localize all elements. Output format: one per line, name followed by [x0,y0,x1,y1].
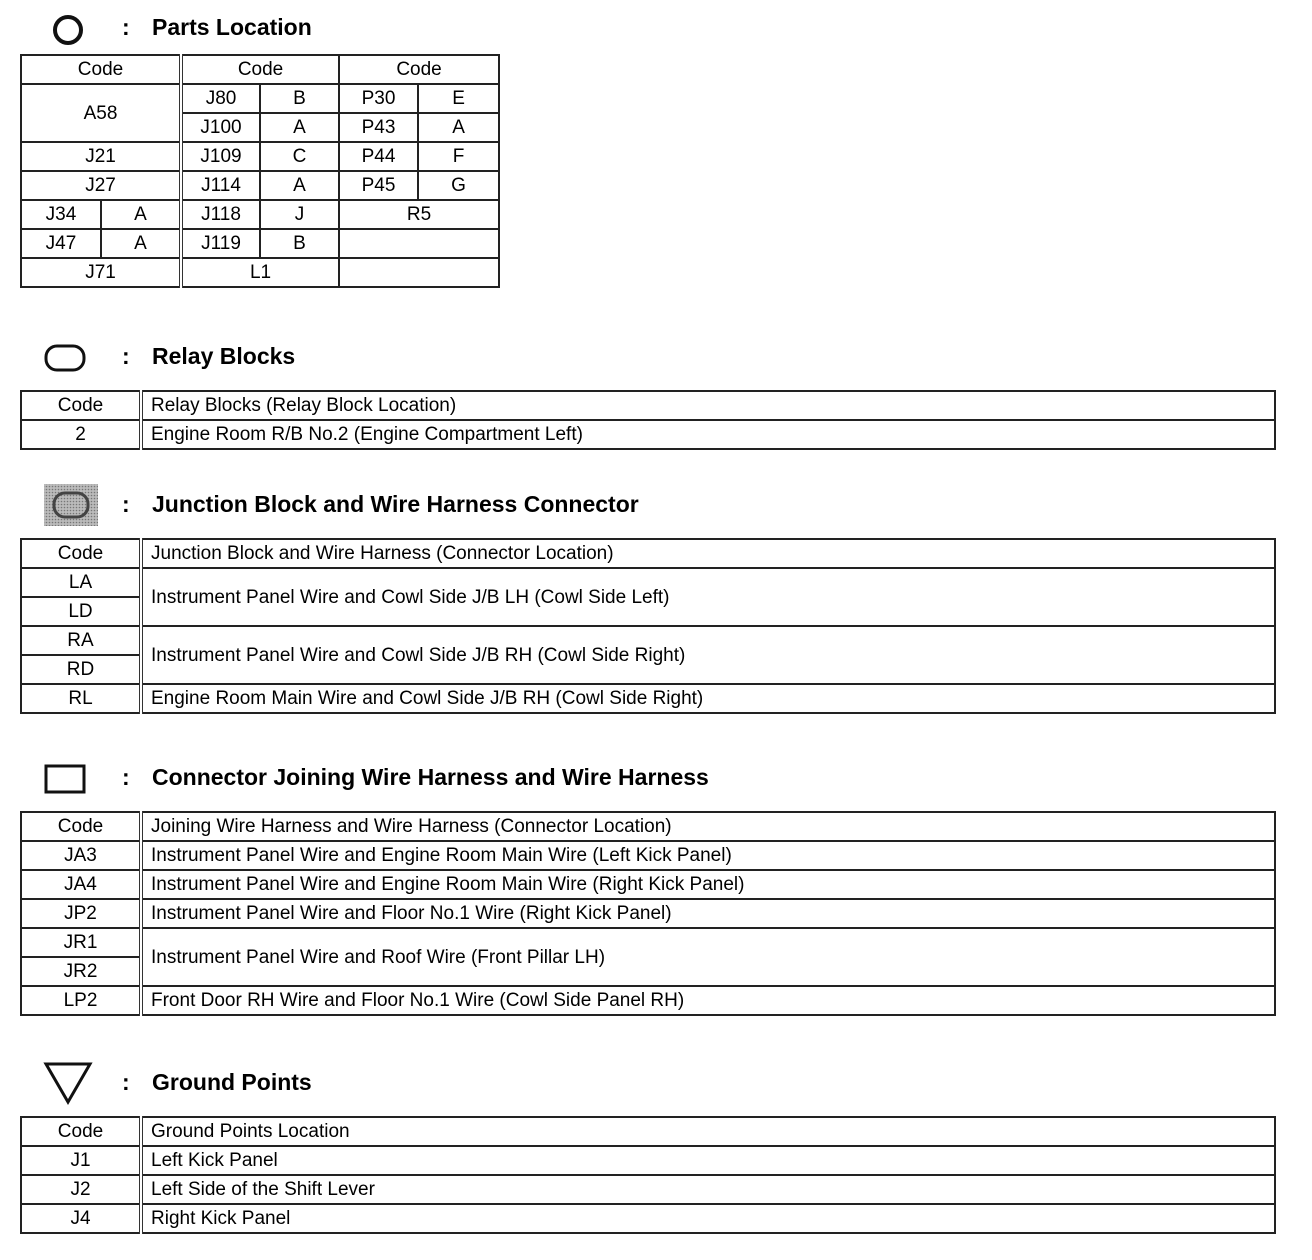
code-cell: LP2 [21,986,141,1015]
relay-blocks-title: Relay Blocks [152,343,296,369]
ground-colon: : [122,1069,130,1095]
relay-blocks-table [20,390,1276,450]
location-cell: Right Kick Panel [141,1204,1275,1233]
ground-points-title: Ground Points [152,1069,312,1095]
code-cell: RD [21,655,141,684]
table-row [21,841,1275,870]
location-cell: F [418,142,499,171]
table-row [21,420,1275,449]
location-cell: A [101,200,181,229]
location-cell: A [418,113,499,142]
location-cell: J [260,200,339,229]
connector-colon: : [122,764,130,790]
header-location: Relay Blocks (Relay Block Location) [141,391,1275,420]
junction-block-title: Junction Block and Wire Harness Connector [152,491,639,517]
table-row [21,55,499,84]
location-cell: Front Door RH Wire and Floor No.1 Wire (Cowl Side Panel RH) [141,986,1275,1015]
code-cell: J34 [21,200,101,229]
code-cell: L1 [181,258,339,287]
location-cell: Engine Room Main Wire and Cowl Side J/B RH (Cowl Side Right) [141,684,1275,713]
table-row [21,391,1275,420]
table-row [21,626,1275,655]
shaded-rounded-rect-symbol-icon [42,482,100,528]
code-cell: JP2 [21,899,141,928]
table-row [21,258,499,287]
connector-joining-title: Connector Joining Wire Harness and Wire Harness [152,764,709,790]
circle-symbol-icon [50,12,86,48]
code-cell: J27 [21,171,181,200]
junction-block-table [20,538,1276,714]
table-row [21,870,1275,899]
header-code: Code [21,812,141,841]
code-cell: J2 [21,1175,141,1204]
header-location: Junction Block and Wire Harness (Connector Location) [141,539,1275,568]
code-cell: J100 [181,113,260,142]
code-cell: J21 [21,142,181,171]
connector-joining-table [20,811,1276,1016]
code-cell: RA [21,626,141,655]
code-cell: JA4 [21,870,141,899]
rectangle-symbol-icon [42,762,88,796]
code-cell: J109 [181,142,260,171]
header-code: Code [21,539,141,568]
code-cell: R5 [339,200,499,229]
code-cell: J4 [21,1204,141,1233]
code-cell: P44 [339,142,418,171]
table-row [21,899,1275,928]
code-cell: J114 [181,171,260,200]
code-cell: JR1 [21,928,141,957]
junction-colon: : [122,491,130,517]
header-code: Code [21,1117,141,1146]
parts-location-title: Parts Location [152,14,312,40]
code-cell: 2 [21,420,141,449]
location-cell: Instrument Panel Wire and Cowl Side J/B LH (Cowl Side Left) [141,568,1275,626]
code-cell: J118 [181,200,260,229]
table-row [21,928,1275,957]
code-cell: P45 [339,171,418,200]
table-row [21,986,1275,1015]
table-row [21,84,499,113]
header-code: Code [181,55,339,84]
code-cell: P43 [339,113,418,142]
location-cell: Instrument Panel Wire and Floor No.1 Wire (Right Kick Panel) [141,899,1275,928]
table-row [21,1204,1275,1233]
code-cell: J80 [181,84,260,113]
location-cell: Instrument Panel Wire and Engine Room Main Wire (Right Kick Panel) [141,870,1275,899]
code-cell: RL [21,684,141,713]
parts-colon: : [122,14,130,40]
location-cell: C [260,142,339,171]
table-row [21,171,499,200]
code-cell: LA [21,568,141,597]
table-row [21,229,499,258]
location-cell: Left Side of the Shift Lever [141,1175,1275,1204]
location-cell: A [101,229,181,258]
header-location: Joining Wire Harness and Wire Harness (Connector Location) [141,812,1275,841]
table-row [21,684,1275,713]
table-row [21,568,1275,597]
code-cell: J47 [21,229,101,258]
table-row [21,200,499,229]
table-row [21,812,1275,841]
code-cell: A58 [21,84,181,142]
location-cell: G [418,171,499,200]
relay-colon: : [122,343,130,369]
location-cell: Engine Room R/B No.2 (Engine Compartment Left) [141,420,1275,449]
code-cell: J1 [21,1146,141,1175]
location-cell: Instrument Panel Wire and Engine Room Main Wire (Left Kick Panel) [141,841,1275,870]
code-cell: P30 [339,84,418,113]
code-cell: JR2 [21,957,141,986]
code-cell: LD [21,597,141,626]
location-cell: Instrument Panel Wire and Roof Wire (Front Pillar LH) [141,928,1275,986]
table-row [21,1117,1275,1146]
triangle-ground-symbol-icon [42,1060,94,1106]
ground-points-table [20,1116,1276,1234]
table-row [21,1146,1275,1175]
header-code: Code [21,391,141,420]
location-cell: A [260,113,339,142]
table-row [21,142,499,171]
location-cell: Left Kick Panel [141,1146,1275,1175]
code-cell: JA3 [21,841,141,870]
code-cell: J119 [181,229,260,258]
location-cell: Instrument Panel Wire and Cowl Side J/B RH (Cowl Side Right) [141,626,1275,684]
location-cell: B [260,229,339,258]
code-cell: J71 [21,258,181,287]
table-row [21,1175,1275,1204]
location-cell: E [418,84,499,113]
header-code: Code [21,55,181,84]
parts-location-table [20,54,500,288]
header-code: Code [339,55,499,84]
rounded-rect-symbol-icon [42,342,88,374]
location-cell: A [260,171,339,200]
empty-cell [339,258,499,287]
empty-cell [339,229,499,258]
location-cell: B [260,84,339,113]
header-location: Ground Points Location [141,1117,1275,1146]
table-row [21,539,1275,568]
